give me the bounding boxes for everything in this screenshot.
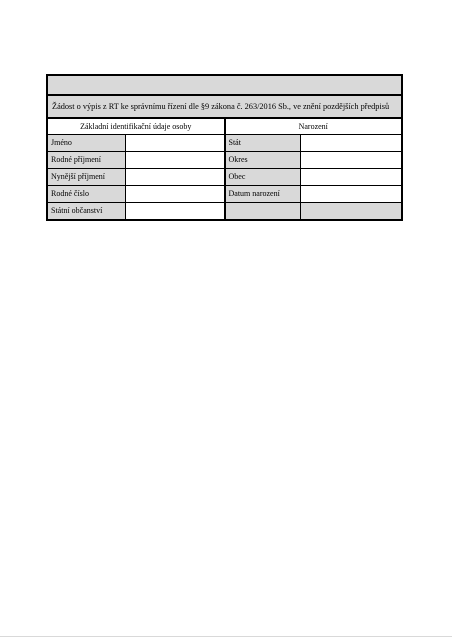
field-label: Obec <box>226 169 301 185</box>
identification-section <box>48 119 226 219</box>
birth-surname-field[interactable] <box>126 152 224 168</box>
form-row-first-name <box>48 135 224 152</box>
birth-section <box>226 119 402 219</box>
country-field[interactable] <box>301 135 402 151</box>
identification-heading: Základní identifikační údaje osoby <box>48 119 224 135</box>
field-label: Datum narození <box>226 186 301 202</box>
form-row-municipality <box>226 169 402 186</box>
field-label <box>226 203 301 219</box>
field-label: Státní občanství <box>48 203 126 219</box>
field-label: Jméno <box>48 135 126 151</box>
birth-number-field[interactable] <box>126 186 224 202</box>
field-label: Rodné příjmení <box>48 152 126 168</box>
request-form <box>46 74 403 221</box>
form-row-current-surname <box>48 169 224 186</box>
birth-heading: Narození <box>226 119 402 135</box>
form-row-empty <box>226 203 402 219</box>
field-label: Okres <box>226 152 301 168</box>
form-header-bar <box>46 74 403 96</box>
current-surname-field[interactable] <box>126 169 224 185</box>
form-grid <box>46 119 403 221</box>
form-row-country <box>226 135 402 152</box>
municipality-field[interactable] <box>301 169 402 185</box>
field-label: Nynější příjmení <box>48 169 126 185</box>
citizenship-field[interactable] <box>126 203 224 219</box>
form-row-birth-date <box>226 186 402 203</box>
birth-date-field[interactable] <box>301 186 402 202</box>
form-title: Žádost o výpis z RT ke správnímu řízení dle §9 zákona č. 263/2016 Sb., ve znění pozdějších předpisů <box>46 96 403 119</box>
district-field[interactable] <box>301 152 402 168</box>
field-label: Rodné číslo <box>48 186 126 202</box>
form-row-citizenship <box>48 203 224 219</box>
form-row-birth-number <box>48 186 224 203</box>
form-row-birth-surname <box>48 152 224 169</box>
field-label: Stát <box>226 135 301 151</box>
form-row-district <box>226 152 402 169</box>
empty-cell <box>301 203 402 219</box>
page-edge <box>0 636 452 637</box>
first-name-field[interactable] <box>126 135 224 151</box>
